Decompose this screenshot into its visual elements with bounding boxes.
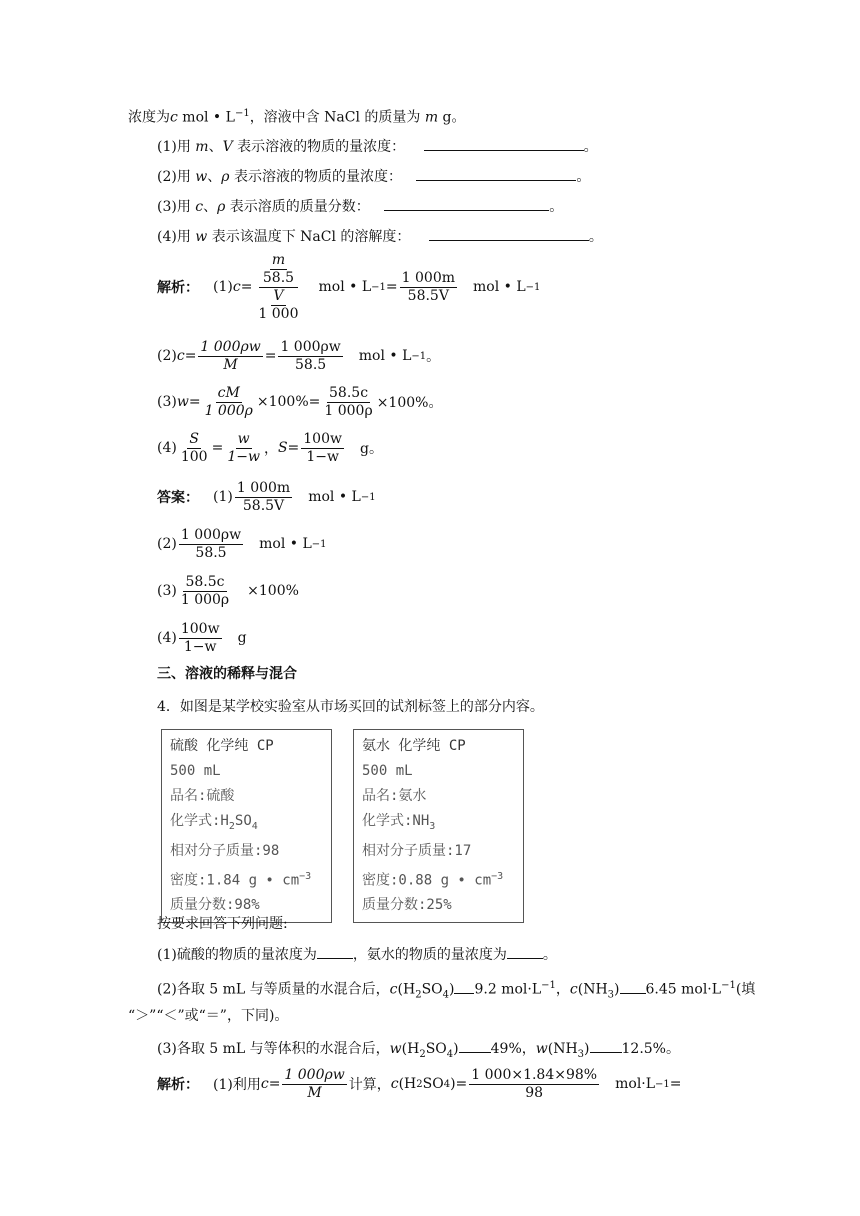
answer-3: (3) $\frac{58.5c}{1 000\rho}$ ×100% [157, 573, 299, 608]
answer-blank[interactable] [424, 136, 584, 151]
answer-blank[interactable] [416, 166, 576, 181]
reagent-label-ammonia: 氨水 化学纯 CP 500 mL 品名:氨水 化学式$:NH_3$ 相对分子质量:17 密度:0.88 g • $cm^{-3}$ 质量分数:25% [353, 729, 524, 923]
answer-blank[interactable] [384, 196, 549, 211]
question-2: (2)用 w、ρ 表示溶液的物质的量浓度： 。 [157, 166, 590, 187]
section-heading: 三、溶液的稀释与混合 [157, 666, 297, 682]
question-3: (3)用 c、ρ 表示溶质的质量分数： 。 [157, 196, 563, 217]
analysis-step-4: (4) $\frac{S}{100}$ = $\frac{w}{1-w}$ ， S = $\frac{100w}{1-w}$ g。 [157, 430, 383, 465]
answer-blank[interactable] [317, 944, 353, 959]
question-4: (4)用 w 表示该温度下 NaCl 的溶解度： 。 [157, 226, 603, 247]
answer-blank[interactable] [620, 979, 646, 994]
answer-blank[interactable] [459, 1038, 491, 1053]
part-1: (1)硫酸的物质的量浓度为 ，氨水的物质的量浓度为 。 [157, 944, 557, 965]
answer-blank[interactable] [429, 226, 589, 241]
answer-blank[interactable] [507, 944, 543, 959]
part-2: (2)各取 5 mL 与等质量的水混合后，$c(H_2SO_4)$ 9.2 $mol\cdot L^{-1}$，$c(NH_3)$ 6.45 $mol\cdot L^{-1}$(填 [157, 980, 756, 1001]
part-3: (3)各取 5 mL 与等体积的水混合后，$w(H_2SO_4)$ 49%，$w(NH_3)$ 12.5%。 [157, 1038, 680, 1065]
answer-2: (2) $\frac{1 000\rho w}{58.5}$ mol • L −1 [157, 526, 327, 561]
answer-4: (4) $\frac{100w}{1-w}$ g [157, 620, 247, 655]
reagent-label-sulfuric: 硫酸 化学纯 CP 500 mL 品名:硫酸 化学式$:H_2SO_4$ 相对分子质量:98 密度:1.84 g • $cm^{-3}$ 质量分数:98% [161, 729, 332, 923]
fraction: $\frac{\frac{m}{58.5}}{\frac{V}{1 000}}$ [258, 251, 299, 322]
instruction: 按要求回答下列问题: [157, 916, 288, 932]
analysis-step-3: (3) w = $\frac{cM}{1 000\rho}$ ×100%= $\frac{58.5c}{1 000\rho}$ ×100%。 [157, 384, 443, 419]
intro-line: 浓度为c mol • $L^{-1}$，溶液中含 NaCl 的质量为 m g。 [128, 108, 466, 126]
analysis-step-1: 解析： (1) c = $\frac{\frac{m}{58.5}}{\frac{V}{1 000}}$ mol • L −1 = $\frac{1 000m}{58.5V}$ mol • L −1 [157, 251, 541, 322]
analysis-last: 解析： (1)利用 c = $\frac{1 000\rho w}{M}$ 计算， c (H 2 SO 4 )= $\frac{1 000\times 1.84\times 98\%}{98}$ mol·L −1 = [157, 1066, 682, 1101]
answer-blank[interactable] [590, 1038, 622, 1053]
question-4-stem: 4．如图是某学校实验室从市场买回的试剂标签上的部分内容。 [157, 699, 544, 715]
answer-blank[interactable] [454, 979, 474, 994]
analysis-step-2: (2) c = $\frac{1 000\rho w}{M}$ = $\frac{1 000\rho w}{58.5}$ mol • L −1 。 [157, 338, 441, 373]
fraction: $\frac{1 000m}{58.5V}$ [401, 269, 455, 304]
answer-1: 答案： (1) $\frac{1 000m}{58.5V}$ mol • L −1 [157, 479, 376, 514]
question-1: (1)用 m、V 表示溶液的物质的量浓度： 。 [157, 136, 598, 157]
part-2-continued: “＞”“＜”或“＝”，下同)。 [128, 1008, 289, 1024]
